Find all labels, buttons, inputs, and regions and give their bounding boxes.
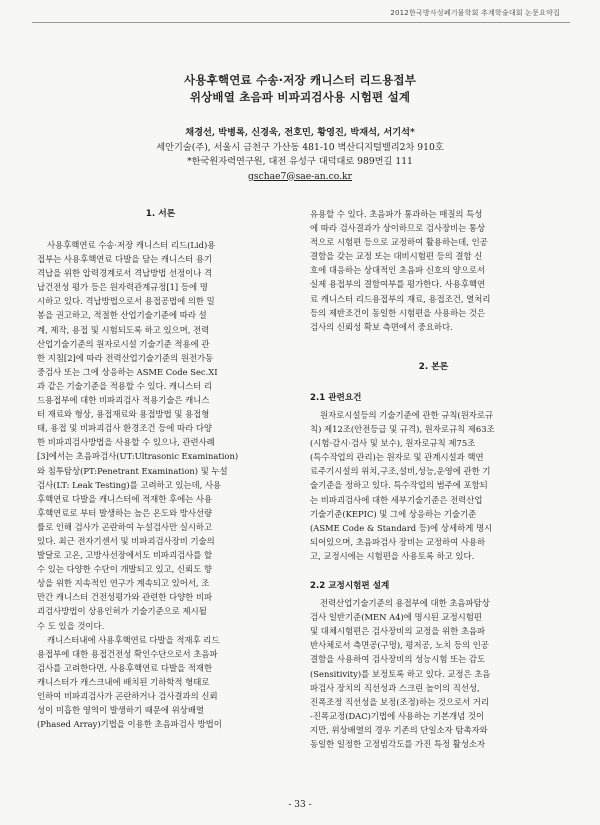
subsection-heading-2-2: 2.2 교정시험편 설계	[310, 580, 390, 591]
affiliation-1: 세안기술(주), 서울시 금천구 가산동 481-10 벽산디지털밸리2차 910호	[156, 141, 444, 153]
text-line: 중검사 또는 그에 상응하는 ASME Code Sec.XI	[37, 366, 218, 377]
text-line: 실제 용접부의 결함여부를 평가한다. 사용후핵연	[310, 279, 486, 290]
text-line: 에 따라 검사결과가 상이하므로 검사장비는 통상	[310, 223, 486, 234]
text-line: 및 대체시험편은 검사장비의 교정을 위한 초음파	[310, 626, 486, 637]
text-line: 지만, 위상배열의 경우 기존의 단일소자 탐촉자와	[310, 724, 488, 735]
top-rule	[32, 22, 570, 23]
text-line: 한 비파괴검사방법을 사용할 수 있으나, 관련사례	[37, 437, 215, 448]
intro-text-continued	[310, 207, 557, 334]
text-line: 고, 교정시에는 시험편을 사용토록 하고 있다.	[310, 550, 475, 561]
title-block	[0, 72, 600, 106]
title-line-2: 위상배열 초음파 비파괴검사용 시험편 설계	[189, 90, 411, 104]
text-line: 캐니스터가 캐스크내에 배치된 기하학적 형태로	[37, 676, 210, 687]
text-line: 수 도 있을 것이다.	[37, 620, 105, 631]
authors-block	[0, 126, 600, 184]
text-line: 검사 일반기준(MEN A4)에 명시된 교정시험편	[310, 612, 482, 623]
text-line: 진폭조정 직선성을 보정(조정)하는 것으로서 거리	[310, 696, 489, 707]
email-link[interactable]: gschae7@sae-an.co.kr	[247, 170, 353, 182]
text-line: 적으로 시험편 등으로 교정하여 활용하는데, 인공	[310, 237, 488, 248]
text-line: 접부는 사용후핵연료 다발을 담는 캐니스터 용기	[37, 254, 213, 265]
text-line: 기술기준(KEPIC) 및 그에 상응하는 기술기준	[310, 508, 477, 519]
subsection-2-2-text	[310, 596, 557, 751]
text-line: 태, 용접 및 비파괴검사 환경조건 등에 따라 다양	[37, 423, 213, 434]
affiliation-2: *한국원자력연구원, 대전 유성구 대덕대로 989번길 111	[187, 156, 413, 167]
text-line: 파검사 장치의 직선성과 스크린 높이의 직선성,	[310, 682, 480, 693]
text-line: 봉을 권고하고, 적절한 산업기술기준에 따라 설	[37, 310, 207, 321]
text-line: 괴검사방법이 상용인허가 기술기준으로 제시될	[37, 606, 207, 617]
text-line: 터 재료와 형상, 용접재료와 용접방법 및 용접형	[37, 409, 210, 420]
text-line: 유용할 수 있다. 초음파가 통과하는 매질의 특성	[310, 209, 483, 219]
text-line: 캐니스터내에 사용후핵연료 다발을 적재후 리드	[47, 634, 220, 645]
text-line: 는 비파괴검사에 대한 세부기술기준은 전력산업	[310, 494, 483, 505]
text-line: 상을 위한 지속적인 연구가 계속되고 있어서, 조	[37, 578, 210, 589]
text-line: [3]에서는 초음파검사(UT:Ultrasonic Examination)	[37, 451, 239, 462]
text-line: 격납을 위한 압력경계로서 격납방법 선정이나 격	[37, 268, 213, 279]
text-line: 전력산업기술기준의 용접부에 대한 초음파탐상	[320, 598, 490, 609]
text-line: 후핵연료 다발을 캐니스터에 적재한 후에는 사용	[37, 493, 213, 504]
text-line: 인하여 비파괴검사가 곤란하거나 검사결과의 신뢰	[37, 691, 218, 701]
text-line: (Phased Array)기법을 이용한 초음파검사 방법이	[37, 719, 222, 730]
text-line: 납건전성 평가 등은 원자력관계규정[1] 등에 명	[37, 282, 208, 293]
text-line: 호에 대응하는 상대적인 초음파 신호의 양으로서	[310, 265, 486, 276]
text-line: (Sensitivity)를 보정토록 하고 있다. 교정은 초음	[310, 668, 491, 679]
text-line: 료 캐니스터 리드용접부의 재료, 용접조건, 열처리	[310, 293, 491, 304]
intro-heading: 1. 서론	[145, 209, 176, 219]
text-line: 후핵연료로 부터 발생하는 높은 온도와 방사선량	[37, 507, 213, 518]
text-line: 률로 인해 검사가 곤란하여 누설검사만 실시하고	[37, 521, 213, 532]
text-line: (시험·감시·검사 및 보수), 원자로규칙 제75조	[310, 438, 476, 449]
text-line: 검사를 고려한다면, 사용후핵연료 다발을 적재한	[37, 662, 213, 673]
text-line: 성이 미흡한 영역이 발생하기 때문에 위상배열	[37, 705, 205, 716]
text-line: 있다. 최근 전자기센서 및 비파괴검사장비 기술의	[37, 535, 215, 546]
page-number: - 33 -	[288, 800, 312, 810]
text-line: (ASME Code & Standard 등)에 상세하게 명시	[310, 522, 493, 533]
text-line: 원자로시설등의 기술기준에 관한 규칙(원자로규	[320, 409, 494, 420]
text-line: 계, 제작, 용접 및 시험되도록 하고 있으며, 전력	[37, 324, 210, 335]
running-head: 2012한국방사성폐기물학회 추계학술대회 논문요약집	[390, 9, 560, 17]
text-line: 칙) 제12조(안전등급 및 규격), 원자로규칙 제63조	[310, 424, 495, 435]
text-line: 동일한 일정한 고정빔각도를 가진 특정 활성소자	[310, 739, 486, 749]
text-line: 반사체로서 측면공(구멍), 평저공, 노치 등의 인공	[310, 640, 489, 651]
authors: 채경선, 박병록, 신경욱, 전호민, 황영진, 박재석, 서기석*	[185, 127, 415, 138]
text-line: 결함을 사용하여 검사장비의 성능시험 또는 감도	[310, 654, 486, 665]
text-line: 수 있는 다양한 수단이 개발되고 있고, 신뢰도 향	[37, 564, 213, 575]
text-line: 결함을 갖는 교정 또는 대비시험편 등의 결함 신	[310, 251, 483, 262]
text-line: -진폭교정(DAC)기법에 사용하는 기본개념 것이	[310, 710, 485, 721]
text-line: (특수작업의 관리)는 원자로 및 관계시설과 핵연	[310, 452, 484, 463]
text-line: 검사의 신뢰성 확보 측면에서 중요하다.	[310, 321, 453, 332]
text-line: 과 같은 기술기준을 적용할 수 있다. 캐니스터 리	[37, 380, 213, 391]
right-column	[310, 207, 557, 751]
text-line: 되어있으며, 초음파검사 장비는 교정하여 사용하	[310, 536, 486, 547]
text-line: 산업기술기준의 원자로시설 기술기준 적용에 관	[37, 338, 210, 349]
text-line: 료주기시설의 위치,구조,설비,성능,운영에 관한 기	[310, 466, 491, 477]
text-line: 검사(LT: Leak Testing)를 고려하고 있는데, 사용	[37, 479, 222, 490]
text-line: 발달로 고온, 고방사선장에서도 비파괴검사를 할	[37, 550, 213, 561]
subsection-heading-2-1: 2.1 관련요건	[310, 392, 362, 403]
text-line: 와 침투탐상(PT:Penetrant Examination) 및 누설	[37, 465, 228, 476]
text-line: 한 지침[2]에 따라 전력산업기술기준의 원전가동	[37, 352, 214, 363]
text-line: 사용후핵연료 수송·저장 캐니스터 리드(Lid)용	[47, 240, 216, 250]
text-line: 드용접부에 대한 비파괴검사 적용기술은 캐니스	[37, 395, 210, 406]
text-line: 시하고 있다. 격납방법으로서 용접공법에 의한 밀	[37, 296, 215, 307]
text-line: 등의 제반조건이 동일한 시험편을 사용하는 것은	[310, 307, 486, 318]
left-column	[37, 207, 284, 731]
body-heading: 2. 본론	[418, 361, 449, 372]
text-line: 만간 캐니스터 건전성평가와 관련한 다양한 비파	[37, 592, 213, 603]
text-line: 용접부에 대한 용접건전성 확인수단으로서 초음파	[37, 648, 218, 659]
intro-text	[37, 238, 284, 731]
subsection-2-1-text	[310, 408, 557, 563]
title-line-1: 사용후핵연료 수송·저장 캐니스터 리드용접부	[183, 73, 417, 87]
text-line: 술기준을 정하고 있다. 특수작업의 범주에 포함되	[310, 480, 488, 491]
